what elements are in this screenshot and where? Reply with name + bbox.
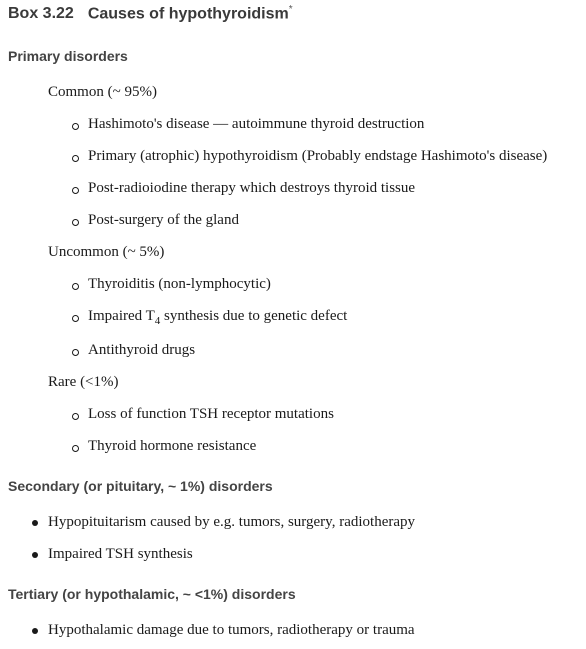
t4-suffix: synthesis due to genetic defect <box>160 308 348 324</box>
list-item <box>88 308 347 327</box>
disc-bullet <box>32 552 38 558</box>
disc-bullet <box>32 520 38 526</box>
open-bullet <box>72 155 79 162</box>
list-item: Thyroiditis (non-lymphocytic) <box>88 276 271 292</box>
open-bullet <box>72 413 79 420</box>
uncommon-label: Uncommon (~ 5%) <box>48 244 165 260</box>
list-item: Thyroid hormone resistance <box>88 438 257 454</box>
open-bullet <box>72 123 79 130</box>
primary-heading: Primary disorders <box>8 48 128 64</box>
list-item: Primary (atrophic) hypothyroidism (Probably endstage Hashimoto's disease) <box>88 148 548 164</box>
box-number: Box 3.22 <box>8 5 74 23</box>
box-title <box>8 4 293 23</box>
list-item: Hypopituitarism caused by e.g. tumors, surgery, radiotherapy <box>48 514 416 530</box>
list-item: Antithyroid drugs <box>88 342 196 358</box>
list-item: Post-surgery of the gland <box>88 212 239 228</box>
tertiary-heading: Tertiary (or hypothalamic, ~ <1%) disorders <box>8 586 296 602</box>
list-item: Impaired TSH synthesis <box>48 546 193 562</box>
open-bullet <box>72 349 79 356</box>
open-bullet <box>72 283 79 290</box>
open-bullet <box>72 219 79 226</box>
footnote-marker[interactable]: * <box>288 4 293 15</box>
secondary-heading: Secondary (or pituitary, ~ 1%) disorders <box>8 478 273 494</box>
open-bullet <box>72 187 79 194</box>
list-item: Hashimoto's disease — autoimmune thyroid destruction <box>88 116 425 132</box>
box-title-text: Causes of hypothyroidism <box>87 5 289 23</box>
list-item: Post-radioiodine therapy which destroys thyroid tissue <box>88 180 416 196</box>
open-bullet <box>72 445 79 452</box>
list-item: Loss of function TSH receptor mutations <box>88 406 334 422</box>
common-label: Common (~ 95%) <box>48 84 157 100</box>
t4-prefix: Impaired T <box>88 308 155 324</box>
disc-bullet <box>32 628 38 634</box>
open-bullet <box>72 315 79 322</box>
t4-subscript: 4 <box>154 315 161 327</box>
list-item: Hypothalamic damage due to tumors, radiotherapy or trauma <box>48 622 415 638</box>
rare-label: Rare (<1%) <box>48 374 119 390</box>
